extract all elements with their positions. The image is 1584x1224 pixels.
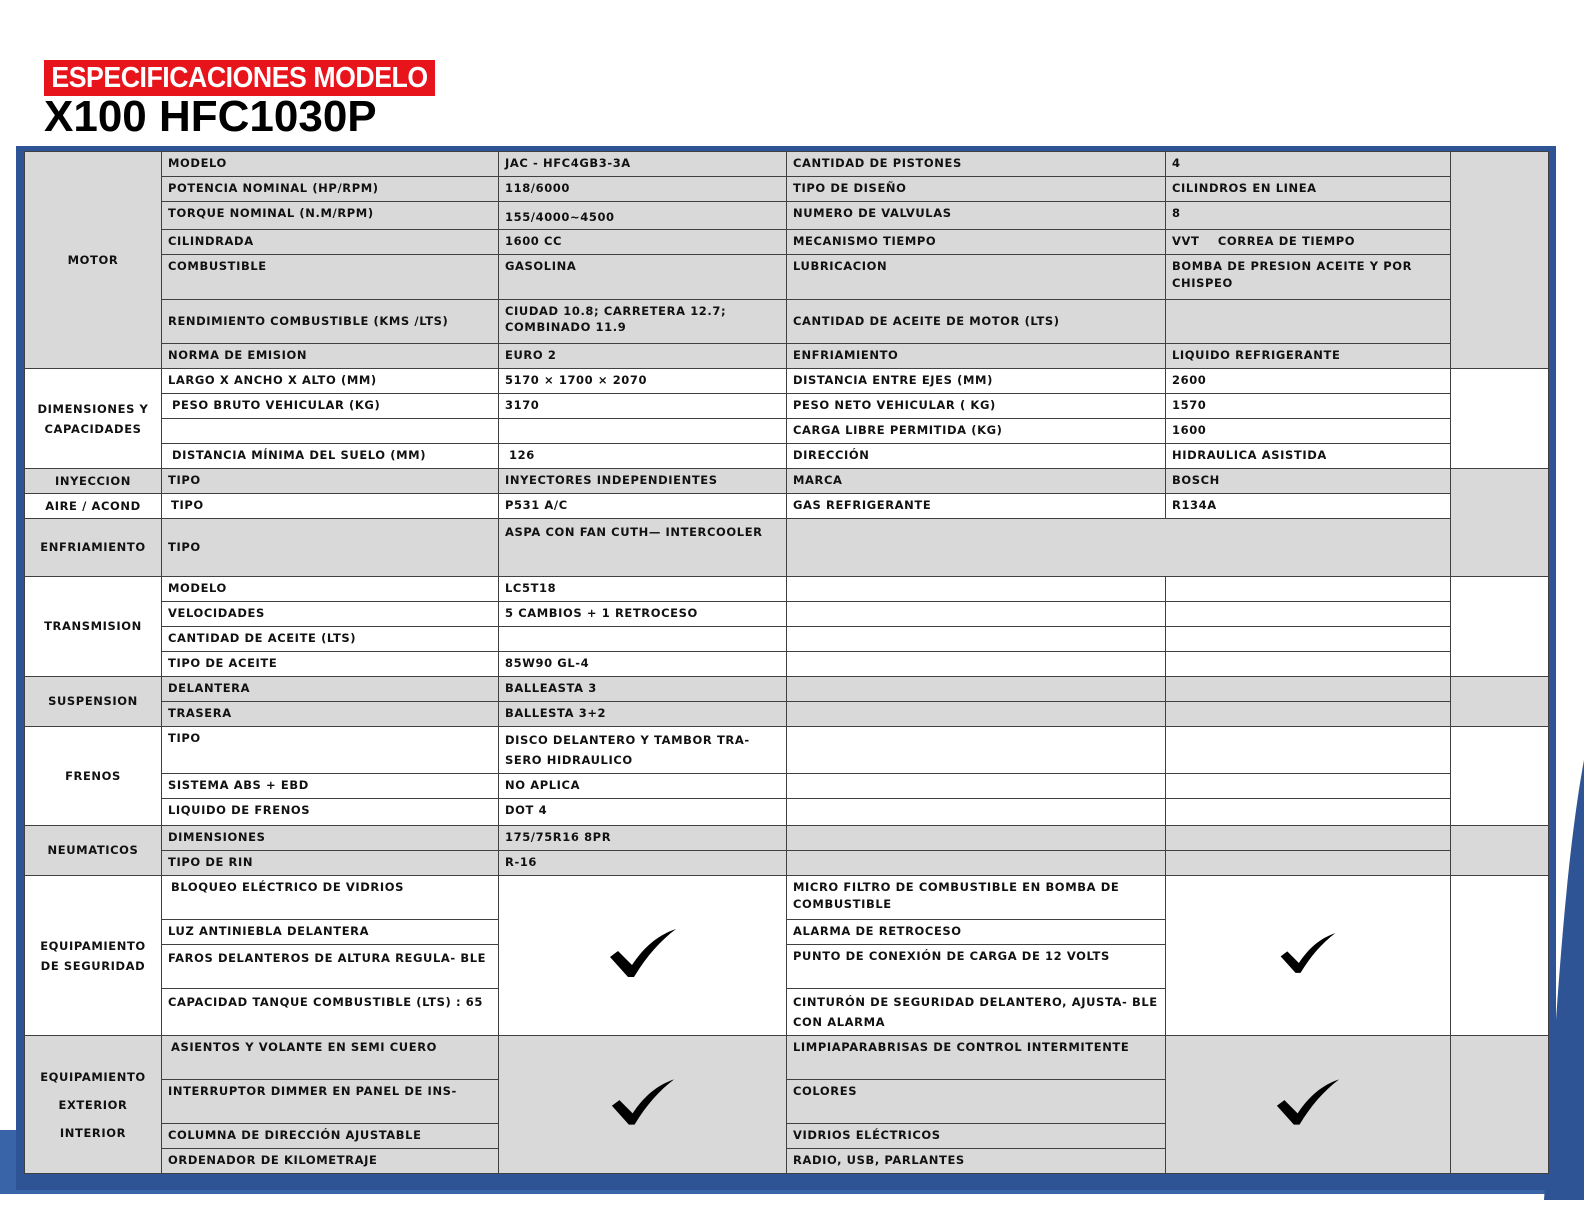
spec-value: 1600 [1166, 419, 1451, 444]
empty-cell [1166, 702, 1451, 727]
table-row [25, 344, 1549, 369]
table-row [25, 652, 1549, 677]
spec-label: CANTIDAD DE PISTONES [787, 152, 1166, 177]
empty-cell [787, 677, 1166, 702]
section-suspension: SUSPENSION [25, 677, 162, 727]
spec-label: DISTANCIA MÍNIMA DEL SUELO (MM) [162, 444, 499, 469]
spec-value: 4 [1166, 152, 1451, 177]
spec-label: PESO BRUTO VEHICULAR (KG) [162, 394, 499, 419]
checkmark-icon [1275, 1077, 1341, 1127]
spec-label: TIPO [162, 519, 499, 577]
spec-value: DISCO DELANTERO Y TAMBOR TRA- SERO HIDRAULICO [499, 727, 787, 774]
spec-label: GAS REFRIGERANTE [787, 494, 1166, 519]
equipment-item: CAPACIDAD TANQUE COMBUSTIBLE (LTS) : 65 [162, 989, 499, 1036]
spec-label: TRASERA [162, 702, 499, 727]
spec-label: LIQUIDO DE FRENOS [162, 799, 499, 826]
spec-value [499, 419, 787, 444]
table-row [25, 727, 1549, 774]
check-cell [499, 876, 787, 1036]
equipment-item: COLORES [787, 1080, 1166, 1124]
spacer-cell [1451, 727, 1549, 826]
empty-cell [787, 577, 1166, 602]
table-row [25, 255, 1549, 300]
equipment-item: FAROS DELANTEROS DE ALTURA REGULA- BLE [162, 945, 499, 989]
spec-label: NORMA DE EMISION [162, 344, 499, 369]
table-row [25, 444, 1549, 469]
spec-value: INYECTORES INDEPENDIENTES [499, 469, 787, 494]
spec-value: 126 [499, 444, 787, 469]
table-row [25, 851, 1549, 876]
spec-value: R-16 [499, 851, 787, 876]
spec-label: DIRECCIÓN [787, 444, 1166, 469]
spec-label: CILINDRADA [162, 230, 499, 255]
table-row [25, 677, 1549, 702]
spec-value: BOSCH [1166, 469, 1451, 494]
spec-label: CANTIDAD DE ACEITE (LTS) [162, 627, 499, 652]
empty-cell [1166, 652, 1451, 677]
spec-value: 118/6000 [499, 177, 787, 202]
spec-label: TIPO DE DISEÑO [787, 177, 1166, 202]
spec-value: BALLESTA 3+2 [499, 702, 787, 727]
empty-cell [1166, 727, 1451, 774]
spec-value: LIQUIDO REFRIGERANTE [1166, 344, 1451, 369]
equipment-item: BLOQUEO ELÉCTRICO DE VIDRIOS [162, 876, 499, 920]
empty-cell [1166, 826, 1451, 851]
spacer-cell [1451, 876, 1549, 1036]
empty-cell [1166, 799, 1451, 826]
section-exterior: EQUIPAMIENTO EXTERIOR INTERIOR [25, 1036, 162, 1174]
spec-value: 155/4000~4500 [499, 202, 787, 230]
spec-value: JAC - HFC4GB3-3A [499, 152, 787, 177]
spec-label: TIPO [162, 727, 499, 774]
table-row [25, 876, 1549, 920]
empty-cell [1166, 602, 1451, 627]
spec-value: 3170 [499, 394, 787, 419]
spec-label: TORQUE NOMINAL (N.M/RPM) [162, 202, 499, 230]
empty-cell [787, 519, 1451, 577]
spec-label: DELANTERA [162, 677, 499, 702]
spec-label: TIPO DE ACEITE [162, 652, 499, 677]
table-row [25, 419, 1549, 444]
table-row [25, 202, 1549, 230]
spec-value: 2600 [1166, 369, 1451, 394]
section-inyeccion: INYECCION [25, 469, 162, 494]
spec-label: ENFRIAMIENTO [787, 344, 1166, 369]
table-row [25, 826, 1549, 851]
spacer-cell [1451, 469, 1549, 577]
table-row [25, 369, 1549, 394]
equipment-item: INTERRUPTOR DIMMER EN PANEL DE INS- [162, 1080, 499, 1124]
spec-label: MARCA [787, 469, 1166, 494]
equipment-item: CINTURÓN DE SEGURIDAD DELANTERO, AJUSTA- BLE CON ALARMA [787, 989, 1166, 1036]
table-row [25, 394, 1549, 419]
table-row [25, 469, 1549, 494]
equipment-item: LIMPIAPARABRISAS DE CONTROL INTERMITENTE [787, 1036, 1166, 1080]
spec-value: DOT 4 [499, 799, 787, 826]
section-aire: AIRE / ACOND [25, 494, 162, 519]
empty-cell [1166, 851, 1451, 876]
spec-value: HIDRAULICA ASISTIDA [1166, 444, 1451, 469]
equipment-item: LUZ ANTINIEBLA DELANTERA [162, 920, 499, 945]
spec-value: CILINDROS EN LINEA [1166, 177, 1451, 202]
equipment-item: PUNTO DE CONEXIÓN DE CARGA DE 12 VOLTS [787, 945, 1166, 989]
spec-label: CANTIDAD DE ACEITE DE MOTOR (LTS) [787, 300, 1166, 344]
spec-value: LC5T18 [499, 577, 787, 602]
spec-label: TIPO DE RIN [162, 851, 499, 876]
model-title: X100 HFC1030P [44, 92, 377, 141]
empty-cell [787, 774, 1166, 799]
spec-label: MODELO [162, 577, 499, 602]
table-row [25, 177, 1549, 202]
empty-cell [787, 627, 1166, 652]
check-cell [1166, 1036, 1451, 1174]
section-dimensiones: DIMENSIONES Y CAPACIDADES [25, 369, 162, 469]
equipment-item: ALARMA DE RETROCESO [787, 920, 1166, 945]
spec-label: CARGA LIBRE PERMITIDA (KG) [787, 419, 1166, 444]
spec-label: SISTEMA ABS + EBD [162, 774, 499, 799]
empty-cell [1166, 627, 1451, 652]
table-row [25, 230, 1549, 255]
table-row [25, 577, 1549, 602]
checkmark-icon [608, 927, 678, 979]
empty-cell [1166, 774, 1451, 799]
spec-value: 8 [1166, 202, 1451, 230]
spacer-cell [1451, 152, 1549, 369]
empty-cell [787, 826, 1166, 851]
spec-value [1166, 300, 1451, 344]
spacer-cell [1451, 577, 1549, 677]
section-transmision: TRANSMISION [25, 577, 162, 677]
spec-label: TIPO [162, 494, 499, 519]
table-row [25, 300, 1549, 344]
table-row [25, 1036, 1549, 1080]
spec-label: MECANISMO TIEMPO [787, 230, 1166, 255]
equipment-item: COLUMNA DE DIRECCIÓN AJUSTABLE [162, 1124, 499, 1149]
spec-label: RENDIMIENTO COMBUSTIBLE (KMS /LTS) [162, 300, 499, 344]
spec-label: VELOCIDADES [162, 602, 499, 627]
spec-value: 5 CAMBIOS + 1 RETROCESO [499, 602, 787, 627]
spec-value: GASOLINA [499, 255, 787, 300]
spec-table-frame [16, 146, 1556, 1190]
spec-label: COMBUSTIBLE [162, 255, 499, 300]
table-row [25, 152, 1549, 177]
section-frenos: FRENOS [25, 727, 162, 826]
spec-value: NO APLICA [499, 774, 787, 799]
spec-value: EURO 2 [499, 344, 787, 369]
table-row [25, 519, 1549, 577]
spec-value: BALLEASTA 3 [499, 677, 787, 702]
empty-cell [787, 851, 1166, 876]
table-row [25, 627, 1549, 652]
section-motor: MOTOR [25, 152, 162, 369]
spec-value: BOMBA DE PRESION ACEITE Y POR CHISPEO [1166, 255, 1451, 300]
section-seguridad: EQUIPAMIENTO DE SEGURIDAD [25, 876, 162, 1036]
section-enfriamiento: ENFRIAMIENTO [25, 519, 162, 577]
spec-label: DISTANCIA ENTRE EJES (MM) [787, 369, 1166, 394]
spec-label: LUBRICACION [787, 255, 1166, 300]
check-cell [499, 1036, 787, 1174]
empty-cell [1166, 577, 1451, 602]
table-row [25, 494, 1549, 519]
spec-value: 175/75R16 8PR [499, 826, 787, 851]
spec-value: 5170 × 1700 × 2070 [499, 369, 787, 394]
checkmark-icon [610, 1077, 676, 1127]
spec-label: LARGO X ANCHO X ALTO (MM) [162, 369, 499, 394]
empty-cell [787, 652, 1166, 677]
table-row [25, 702, 1549, 727]
spec-label: DIMENSIONES [162, 826, 499, 851]
equipment-item: VIDRIOS ELÉCTRICOS [787, 1124, 1166, 1149]
spec-value: 1600 CC [499, 230, 787, 255]
checkmark-icon [1279, 931, 1337, 975]
spec-label [162, 419, 499, 444]
table-row [25, 799, 1549, 826]
spec-table [24, 151, 1549, 1174]
section-neumaticos: NEUMATICOS [25, 826, 162, 876]
empty-cell [1166, 677, 1451, 702]
equipment-item: RADIO, USB, PARLANTES [787, 1149, 1166, 1174]
spec-value [499, 627, 787, 652]
equipment-item: ORDENADOR DE KILOMETRAJE [162, 1149, 499, 1174]
spec-label: POTENCIA NOMINAL (HP/RPM) [162, 177, 499, 202]
check-cell [1166, 876, 1451, 1036]
table-row [25, 602, 1549, 627]
spacer-cell [1451, 826, 1549, 876]
spacer-cell [1451, 369, 1549, 469]
spec-label: NUMERO DE VALVULAS [787, 202, 1166, 230]
spec-badge: ESPECIFICACIONES MODELO [44, 60, 435, 96]
equipment-item: MICRO FILTRO DE COMBUSTIBLE EN BOMBA DE COMBUSTIBLE [787, 876, 1166, 920]
spec-value: P531 A/C [499, 494, 787, 519]
spec-value: R134A [1166, 494, 1451, 519]
spec-value: ASPA CON FAN CUTH— INTERCOOLER [499, 519, 787, 577]
equipment-item: ASIENTOS Y VOLANTE EN SEMI CUERO [162, 1036, 499, 1080]
empty-cell [787, 727, 1166, 774]
spec-label: PESO NETO VEHICULAR ( KG) [787, 394, 1166, 419]
spec-value: VVT CORREA DE TIEMPO [1166, 230, 1451, 255]
spec-value: 85W90 GL-4 [499, 652, 787, 677]
spec-label: MODELO [162, 152, 499, 177]
table-row [25, 774, 1549, 799]
empty-cell [787, 602, 1166, 627]
spec-value: 1570 [1166, 394, 1451, 419]
spacer-cell [1451, 1036, 1549, 1174]
spec-label: TIPO [162, 469, 499, 494]
spec-value: CIUDAD 10.8; CARRETERA 12.7; COMBINADO 11.9 [499, 300, 787, 344]
spacer-cell [1451, 677, 1549, 727]
empty-cell [787, 799, 1166, 826]
empty-cell [787, 702, 1166, 727]
